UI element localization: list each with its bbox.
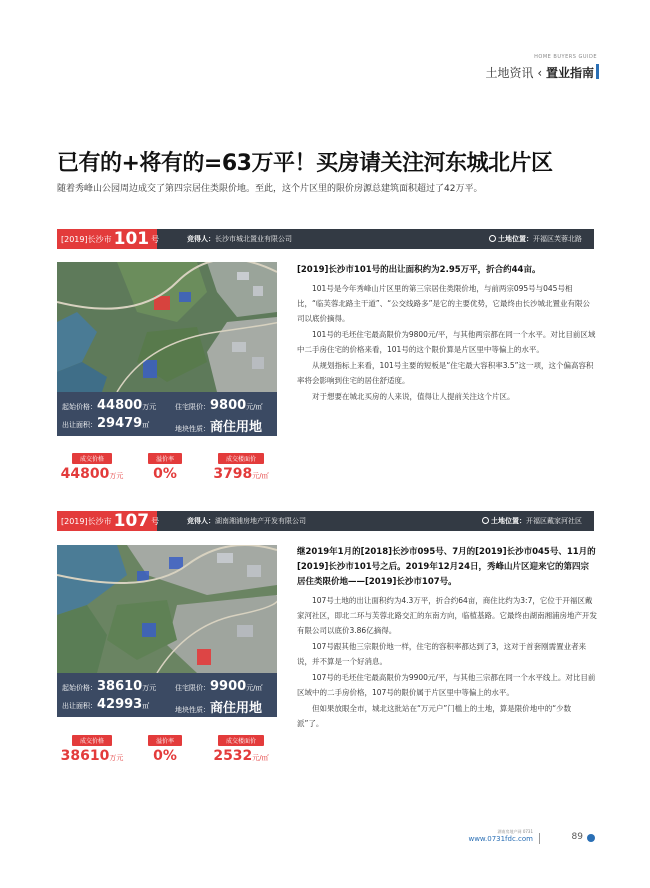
deal-price-number: 44800 (60, 466, 110, 482)
land-nature-label: 地块性质： (175, 425, 210, 433)
footer-url: www.0731fdc.com (468, 835, 533, 843)
stat-deal-price-107 (57, 728, 127, 764)
floor-price-label: 成交楼面价 (218, 735, 264, 746)
stat-premium-101 (135, 446, 195, 482)
land-nature-label: 地块性质： (175, 706, 210, 714)
lot-year: [2019]长沙市 (61, 516, 112, 526)
price-cap-value: 9800 (210, 398, 247, 413)
footer-dot-icon (587, 834, 595, 842)
start-price-unit: 万元 (142, 684, 157, 692)
section-label: 土地资讯 (485, 66, 534, 80)
page-title: 已有的+将有的=63万平！买房请关注河东城北片区 (57, 151, 553, 176)
info-box-101 (57, 392, 277, 436)
lot-buyer (187, 516, 306, 526)
buyer-name: 湖南湘浦房地产开发有限公司 (215, 517, 306, 525)
buyer-label: 竞得人： (187, 517, 215, 525)
aerial-map-101 (57, 262, 277, 392)
article-paragraph: 107号土地的出让面积约为4.3万平，折合约64亩，商住比约为3:7，它位于开福区戴家河社区，即北二环与芙蓉北路交汇的东南方向，临植基路。它最终由湖南湘浦房地产开发有限公司以底价3.86亿摘得。 (297, 596, 597, 635)
lot-location (482, 516, 582, 526)
lot-header-107 (57, 511, 594, 531)
section-guide (486, 64, 595, 81)
price-cap-unit: 元/㎡ (246, 684, 263, 692)
location-name: 开福区戴家河社区 (526, 517, 582, 525)
price-cap-label: 住宅限价： (175, 684, 210, 692)
stat-floor-price-107 (205, 728, 277, 764)
buyer-name: 长沙市城北置业有限公司 (215, 235, 292, 243)
location-pin-icon (489, 235, 496, 242)
floor-price-value (205, 466, 277, 482)
premium-value: 0% (153, 748, 177, 764)
land-area-label: 出让面积： (62, 702, 97, 710)
start-price-label: 起始价格： (62, 403, 97, 411)
start-price-value: 44800 (97, 398, 143, 413)
article-paragraph: 107号的毛坯住宅最高限价为9900元/平，与其他三宗都在同一个水平线上。对比目前区域中的二手房价格，107号的限价属于片区里中等偏上的水平。 (297, 673, 596, 697)
article-lead: 继2019年1月的[2018]长沙市095号、7月的[2019]长沙市045号、11月的[2019]长沙市101号之后。2019年12月24日，秀峰山片区迎来它的第四宗居住类限价地——[2019]长沙市107号。 (297, 547, 596, 587)
article-paragraph: 107号跟其他三宗限价地一样，住宅的容积率都达到了3，这对于首套刚需置业者来说，并不算是一个好消息。 (297, 642, 587, 666)
floor-price-value (205, 748, 277, 764)
lot-number: 107 (113, 511, 150, 531)
article-paragraph: 但如果放眼全市，城北这批站在“万元户”门槛上的土地，算是限价地中的“少数派”了。 (297, 704, 572, 728)
premium-label: 溢价率 (148, 453, 182, 464)
article-101 (297, 263, 597, 405)
location-pin-icon (482, 517, 489, 524)
land-area (62, 416, 149, 431)
page-number: 89 (571, 832, 583, 842)
land-nature-value: 商住用地 (210, 701, 263, 716)
start-price (62, 679, 156, 694)
deal-price-label: 成交价格 (72, 735, 112, 746)
footer-separator (539, 833, 540, 844)
article-paragraph: 从规划指标上来看，101号主要的短板是“住宅最大容积率3.5”这一项，这个偏高容积率将会影响到住宅的居住舒适度。 (297, 361, 594, 385)
price-cap (175, 398, 263, 413)
premium-label: 溢价率 (148, 735, 182, 746)
buyer-label: 竞得人： (187, 235, 215, 243)
article-107 (297, 545, 597, 732)
start-price-label: 起始价格： (62, 684, 97, 692)
deal-price-unit: 万元 (109, 754, 124, 762)
info-box-107 (57, 673, 277, 717)
lot-tag (57, 229, 160, 249)
lot-hao: 号 (151, 234, 160, 244)
section-separator: ‹ (537, 66, 543, 80)
lot-hao: 号 (151, 516, 160, 526)
price-cap-unit: 元/㎡ (246, 403, 263, 411)
location-name: 开福区芙蓉北路 (533, 235, 582, 243)
floor-price-unit: 元/㎡ (252, 754, 269, 762)
land-nature-value: 商住用地 (210, 420, 263, 435)
section-bold-label: 置业指南 (545, 66, 594, 80)
start-price-unit: 万元 (142, 403, 157, 411)
price-cap-label: 住宅限价： (175, 403, 210, 411)
location-label: 土地位置： (498, 235, 533, 243)
land-area (62, 697, 149, 712)
start-price (62, 398, 156, 413)
aerial-map-107 (57, 545, 277, 673)
price-cap (175, 679, 263, 694)
premium-value: 0% (153, 466, 177, 482)
deal-price-value (57, 466, 127, 482)
land-area-unit: ㎡ (142, 702, 150, 710)
article-lead: [2019]长沙市101号的出让面积约为2.95万平，折合约44亩。 (297, 265, 541, 275)
lot-buyer (187, 234, 292, 244)
land-nature (175, 416, 262, 435)
land-area-label: 出让面积： (62, 421, 97, 429)
article-paragraph: 101号的毛坯住宅最高限价为9800元/平，与其他两宗都在同一个水平。对比目前区域中二手房住宅的价格来看，101号的这个限价算是片区里中等偏上的水平。 (297, 330, 596, 354)
stat-deal-price-101 (57, 446, 127, 482)
land-area-unit: ㎡ (142, 421, 150, 429)
footer-tiny-text: 湖南房地产网 0731 (497, 829, 533, 834)
lot-number: 101 (113, 229, 150, 249)
land-area-value: 42993 (97, 697, 143, 712)
land-nature (175, 697, 262, 716)
stat-floor-price-101 (205, 446, 277, 482)
lot-tag (57, 511, 160, 531)
lot-header-101 (57, 229, 594, 249)
land-area-value: 29479 (97, 416, 143, 431)
start-price-value: 38610 (97, 679, 143, 694)
stat-premium-107 (135, 728, 195, 764)
page-subtitle: 随着秀峰山公园周边成交了第四宗居住类限价地。至此，这个片区里的限价房源总建筑面积超过了42万平。 (57, 184, 483, 194)
lot-year: [2019]长沙市 (61, 234, 112, 244)
deal-price-number: 38610 (60, 748, 110, 764)
floor-price-number: 2532 (213, 748, 253, 764)
floor-price-number: 3798 (213, 466, 253, 482)
deal-price-label: 成交价格 (72, 453, 112, 464)
floor-price-label: 成交楼面价 (218, 453, 264, 464)
article-paragraph: 101号是今年秀峰山片区里的第三宗居住类限价地，与前两宗095号与045号相比，“临芙蓉北路主干道”、“公交线路多”是它的主要优势，它最终由长沙城北置业有限公司以底价摘得。 (297, 284, 591, 323)
deal-price-unit: 万元 (109, 472, 124, 480)
lot-location (489, 234, 582, 244)
location-label: 土地位置： (491, 517, 526, 525)
article-paragraph: 对于想要在城北买房的人来说，值得让人提前关注这个片区。 (312, 392, 515, 401)
floor-price-unit: 元/㎡ (252, 472, 269, 480)
price-cap-value: 9900 (210, 679, 247, 694)
section-bar (596, 64, 599, 79)
deal-price-value (57, 748, 127, 764)
guide-en: HOME BUYERS GUIDE (534, 54, 597, 60)
